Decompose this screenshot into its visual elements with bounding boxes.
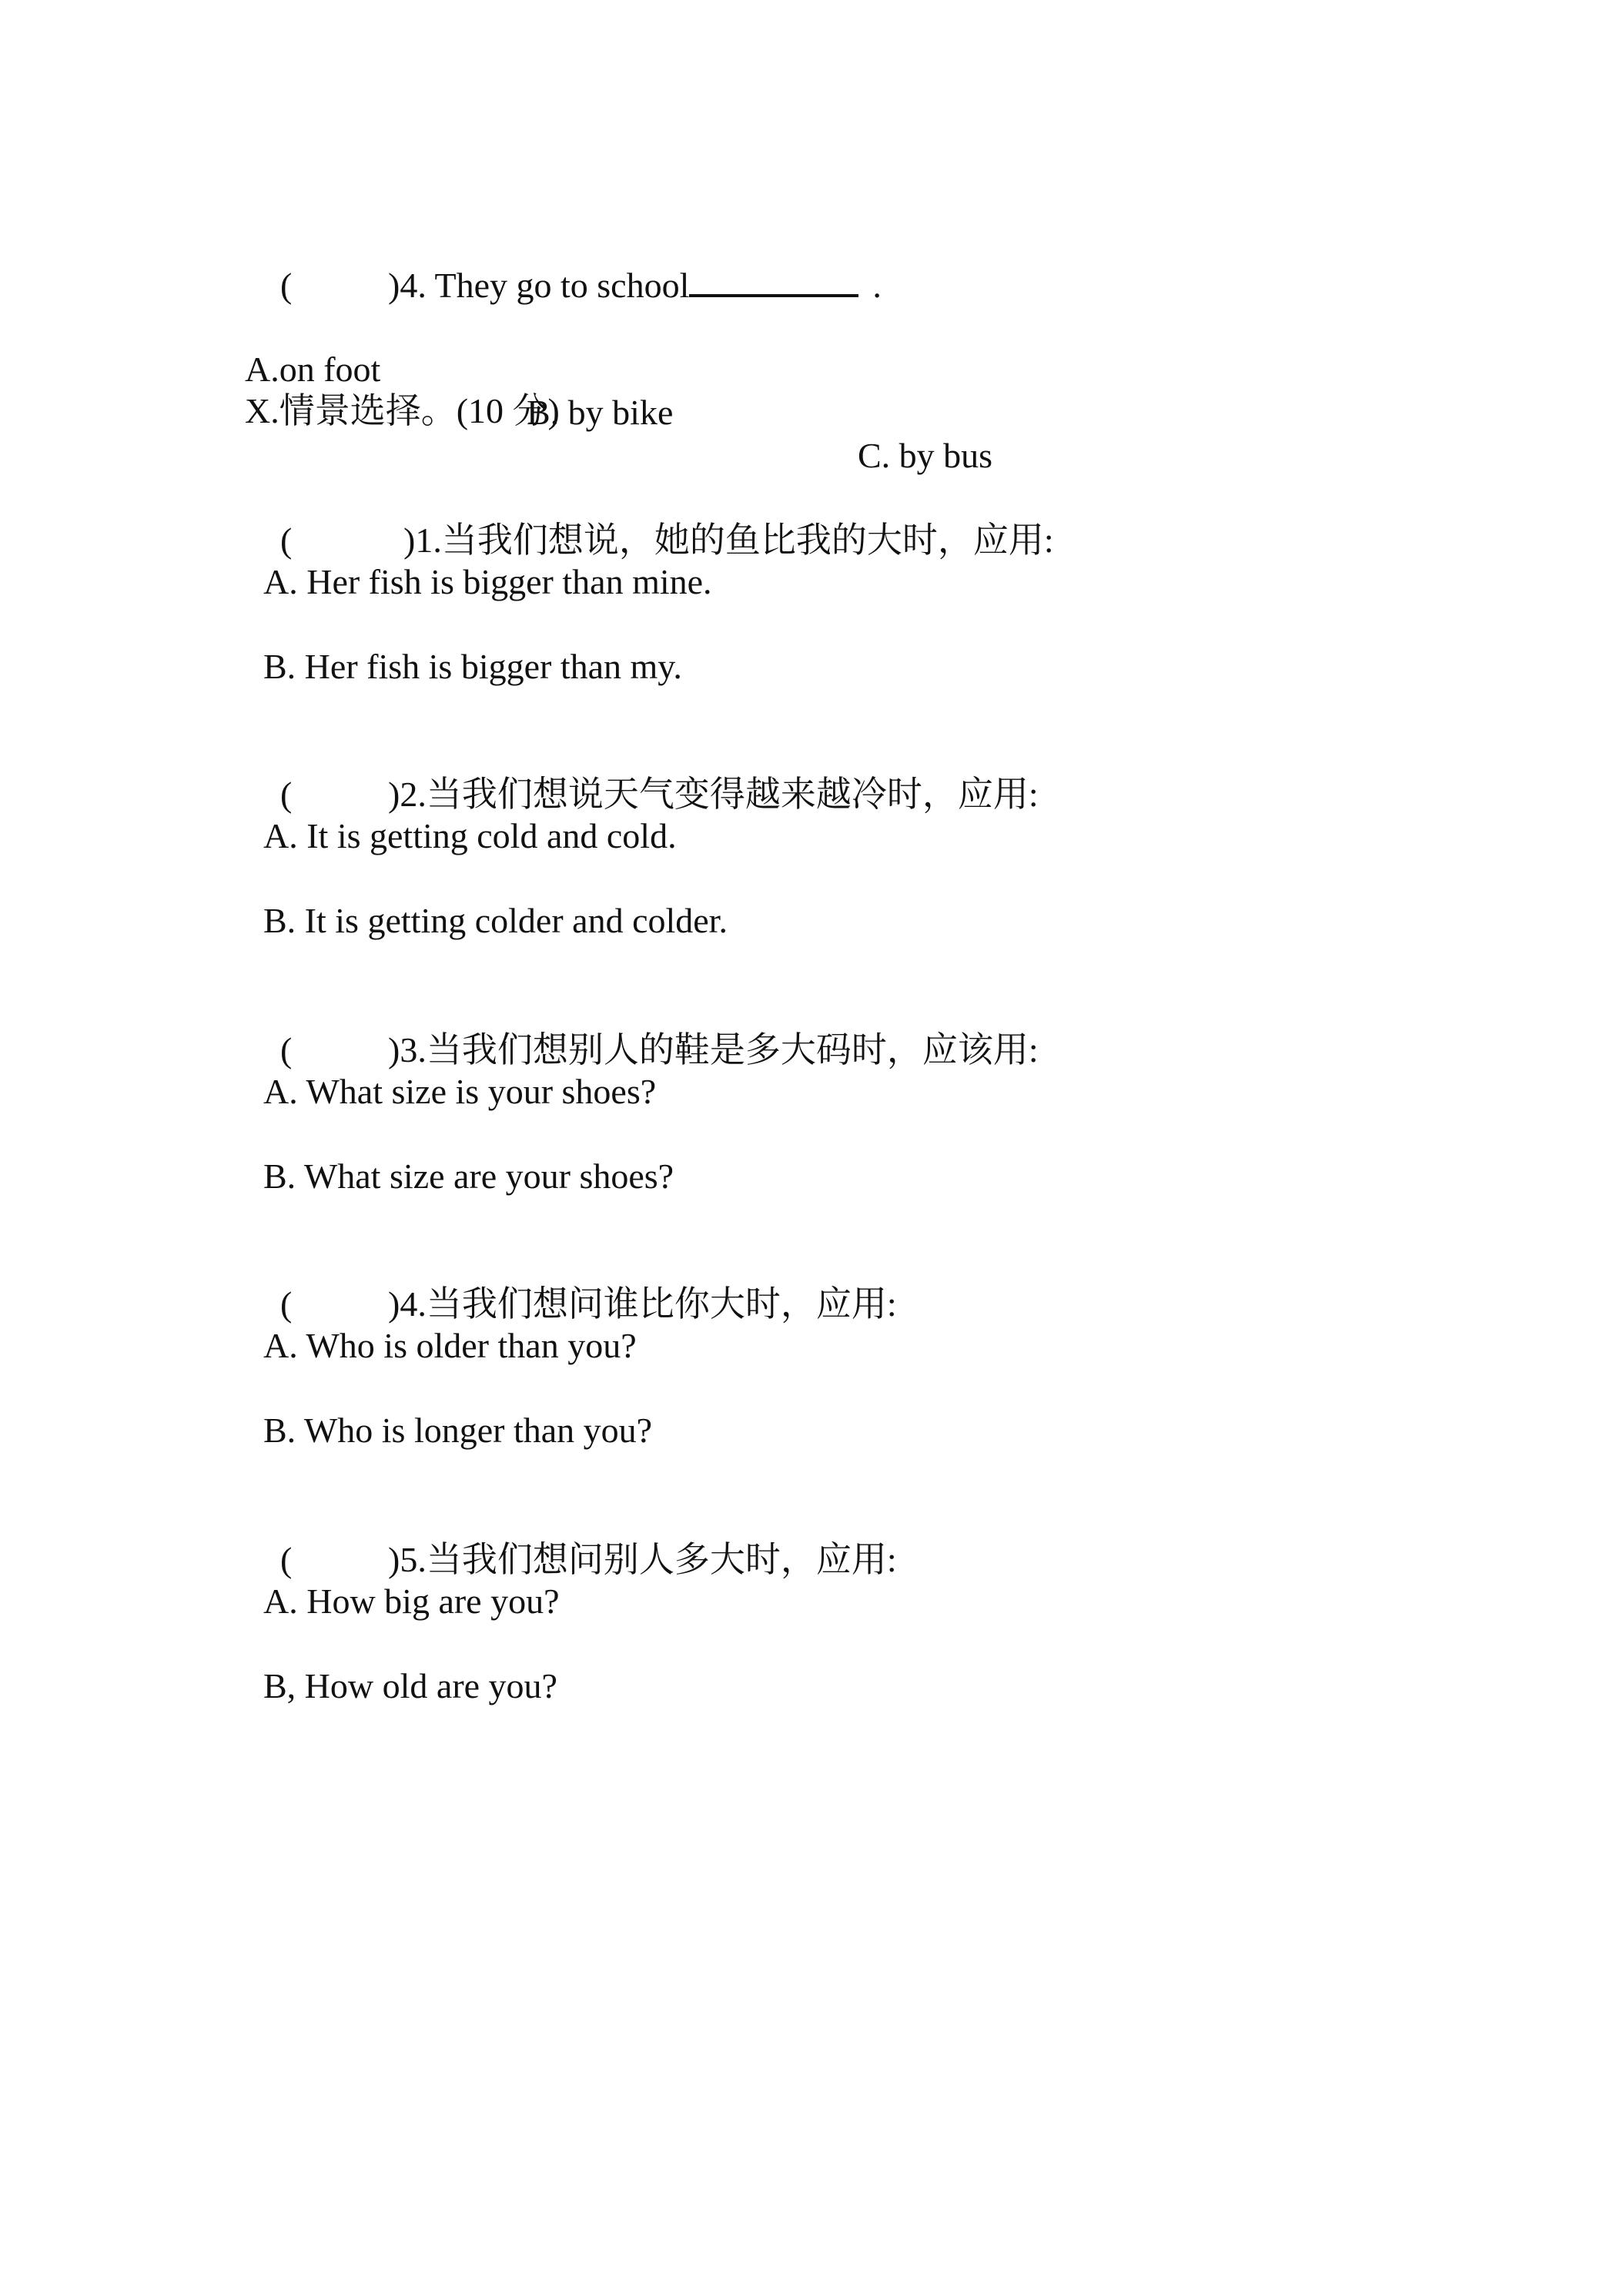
option-b: B. by bike xyxy=(527,393,674,432)
option-a: A.on foot xyxy=(245,350,381,389)
answer-paren[interactable]: ( xyxy=(280,775,293,814)
option-c: C. by bus xyxy=(858,436,993,475)
question-text: )3.当我们想别人的鞋是多大码时，应该用: xyxy=(388,1030,1039,1069)
question-2-option-a: A. It is getting cold and cold. xyxy=(263,816,677,855)
answer-paren[interactable]: ( xyxy=(280,1284,293,1324)
question-text: )1.当我们想说，她的鱼比我的大时，应用: xyxy=(403,520,1054,560)
question-1-option-a: A. Her fish is bigger than mine. xyxy=(263,562,712,601)
question-2-option-b: B. It is getting colder and colder. xyxy=(263,901,728,940)
question-4-option-a: A. Who is older than you? xyxy=(263,1326,637,1365)
answer-paren[interactable]: ( xyxy=(280,266,293,305)
question-4-option-b: B. Who is longer than you? xyxy=(263,1411,653,1450)
answer-paren[interactable]: ( xyxy=(280,1540,293,1579)
fill-blank[interactable] xyxy=(689,263,858,297)
question-3-option-a: A. What size is your shoes? xyxy=(263,1072,657,1111)
question-1-option-b: B. Her fish is bigger than my. xyxy=(263,647,682,686)
question-text: )2.当我们想说天气变得越来越冷时，应用: xyxy=(388,775,1039,814)
answer-paren[interactable]: ( xyxy=(280,520,293,560)
section-title: X.情景选择。(10 分) xyxy=(245,391,560,430)
question-5-option-b: B, How old are you? xyxy=(263,1666,557,1705)
prev-question-tail: . xyxy=(872,266,882,305)
question-text: )4.当我们想问谁比你大时，应用: xyxy=(388,1284,897,1324)
question-3-option-b: B. What size are your shoes? xyxy=(263,1156,674,1196)
answer-paren[interactable]: ( xyxy=(280,1030,293,1069)
question-text: )5.当我们想问别人多大时，应用: xyxy=(388,1540,897,1579)
prev-question-text: )4. They go to school xyxy=(388,266,690,305)
question-5-option-a: A. How big are you? xyxy=(263,1581,560,1621)
